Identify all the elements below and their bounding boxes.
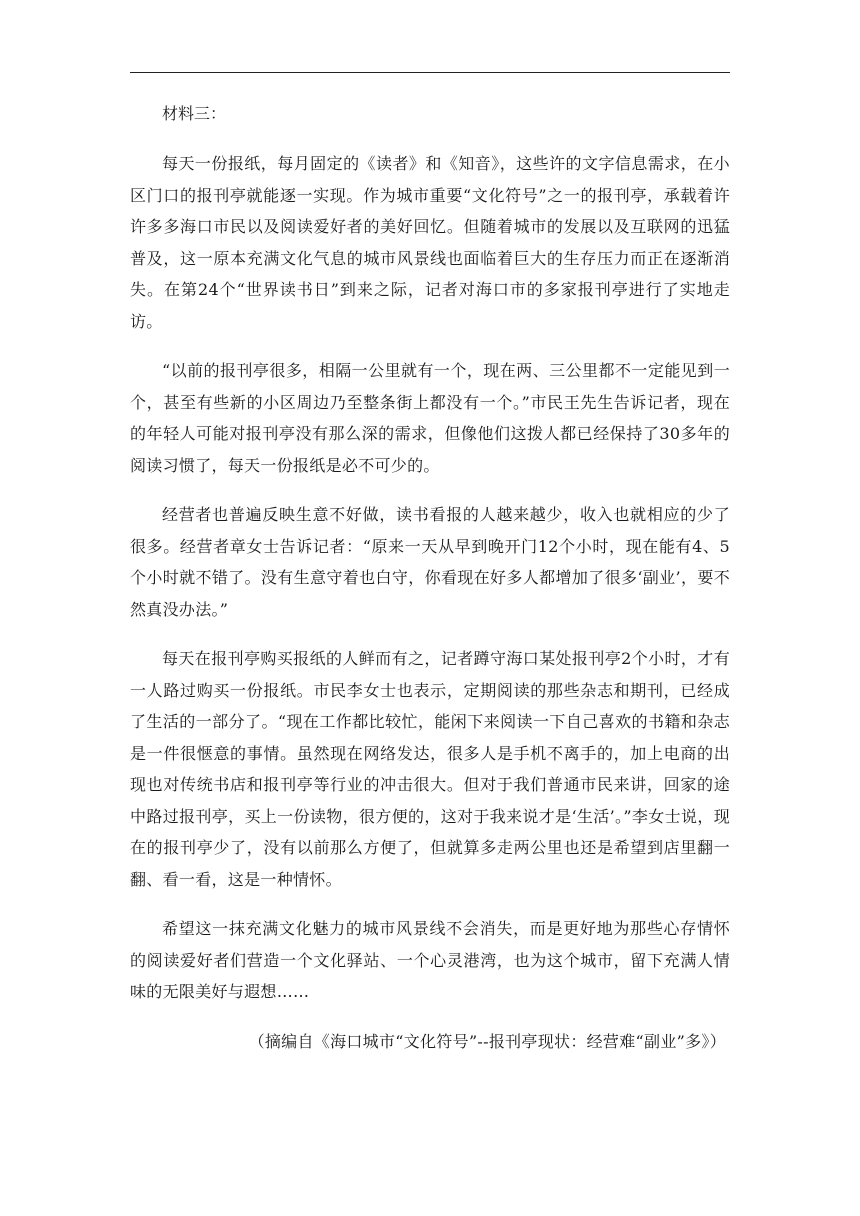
paragraph-5: 希望这一抹充满文化魅力的城市风景线不会消失，而是更好地为那些心存情怀的阅读爱好者们营造一个文化驿站、一个心灵港湾，也为这个城市，留下充满人情味的无限美好与遐想…… [130, 919, 730, 1001]
header-rule [130, 72, 730, 73]
section-heading: 材料三： [162, 104, 227, 123]
source-citation: （摘编自《海口城市“文化符号”--报刊亭现状：经营难“副业”多》） [248, 1031, 726, 1051]
paragraph-3: 经营者也普遍反映生意不好做，读书看报的人越来越少，收入也就相应的少了很多。经营者章女士告诉记者：“原来一天从早到晚开门12个小时，现在能有4、5个小时就不错了。没有生意守着也白守，你看现在好多人都增加了很多‘副业’，要不然真没办法。” [130, 505, 730, 619]
article-body [130, 100, 730, 1056]
paragraph-2: “以前的报刊亭很多，相隔一公里就有一个，现在两、三公里都不一定能见到一个，甚至有些新的小区周边乃至整条街上都没有一个。”市民王先生告诉记者，现在的年轻人可能对报刊亭没有那么深的需求，但像他们这拨人都已经保持了30多年的阅读习惯了，每天一份报纸是必不可少的。 [130, 361, 730, 475]
paragraph-1: 每天一份报纸，每月固定的《读者》和《知音》，这些许的文字信息需求，在小区门口的报刊亭就能逐一实现。作为城市重要“文化符号”之一的报刊亭，承载着许许多多海口市民以及阅读爱好者的美好回忆。但随着城市的发展以及互联网的迅猛普及，这一原本充满文化气息的城市风景线也面临着巨大的生存压力而正在逐渐消失。在第24个“世界读书日”到来之际，记者对海口市的多家报刊亭进行了实地走访。 [130, 154, 730, 331]
paragraph-4: 每天在报刊亭购买报纸的人鲜而有之，记者蹲守海口某处报刊亭2个小时，才有一人路过购买一份报纸。市民李女士也表示，定期阅读的那些杂志和期刊，已经成了生活的一部分了。“现在工作都比较忙，能闲下来阅读一下自己喜欢的书籍和杂志是一件很惬意的事情。虽然现在网络发达，很多人是手机不离手的，加上电商的出现也对传统书店和报刊亭等行业的冲击很大。但对于我们普通市民来讲，回家的途中路过报刊亭，买上一份读物，很方便的，这对于我来说才是‘生活’。”李女士说，现在的报刊亭少了，没有以前那么方便了，但就算多走两公里也还是希望到店里翻一翻、看一看，这是一种情怀。 [130, 649, 730, 889]
